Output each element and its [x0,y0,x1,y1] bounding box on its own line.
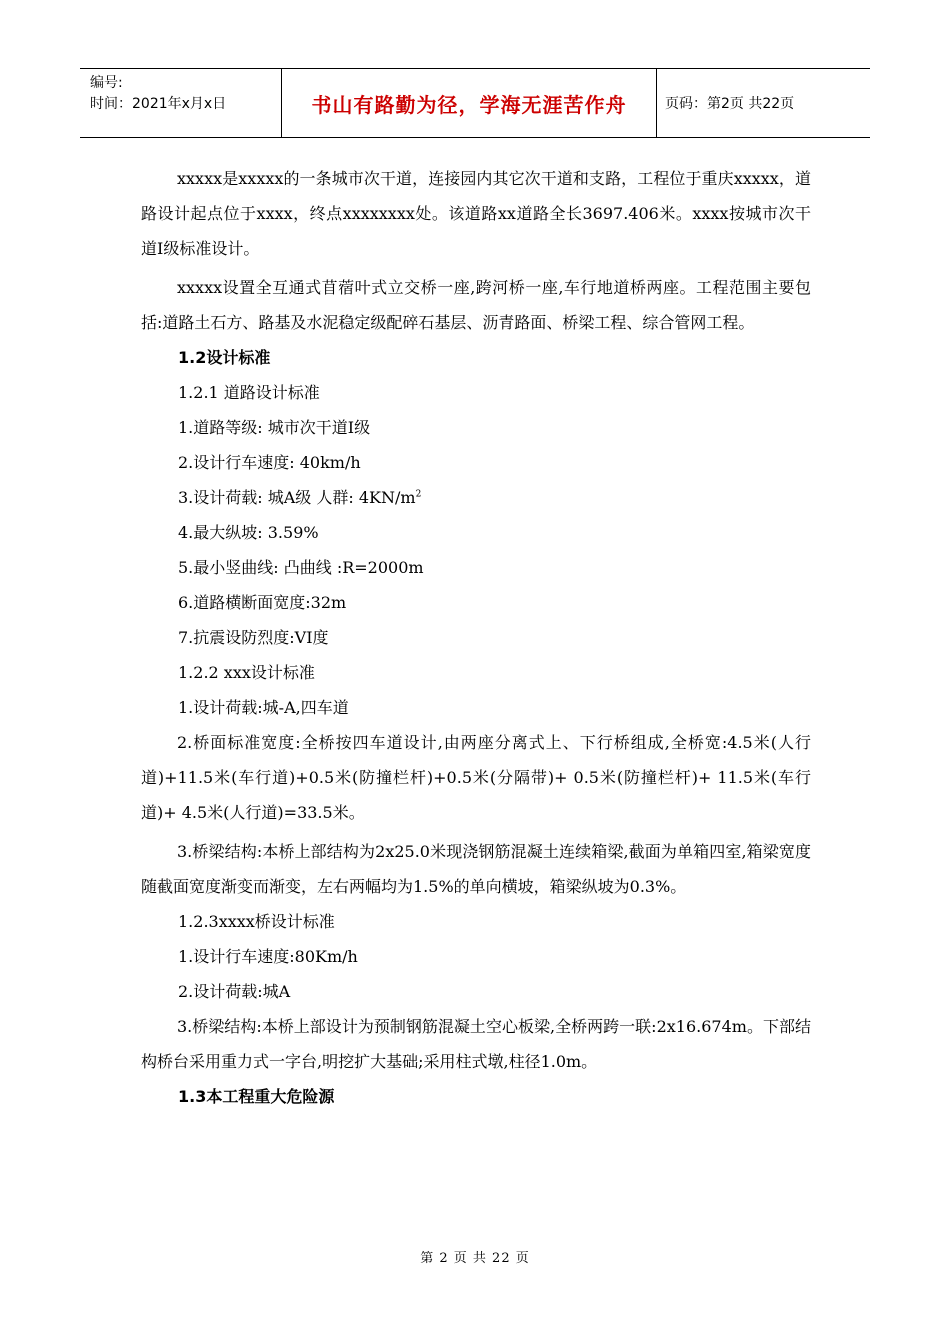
page-info-text: 页码：第2页 共22页 [665,96,795,112]
subsection-1-2-1: 1.2.1 道路设计标准 [178,383,320,402]
date-label: 时间：2021年x月x日 [90,96,227,112]
intro-paragraph: xxxxx是xxxxx的一条城市次干道，连接园内其它次干道和支路，工程位于重庆xxxxx，道路设计起点位于xxxx，终点xxxxxxxx处。该道路xx道路全长3697.406米。xxxx按城市次干道Ⅰ级标准设计。 [141,169,811,258]
document-body [141,161,811,1114]
road-standard-item: 7.抗震设防烈度:VI度 [178,628,329,647]
page-footer: 第 2 页 共 22 页 [420,1251,530,1266]
header-motto-cell [282,69,657,137]
subsection-1-2-2: 1.2.2 xxx设计标准 [178,663,315,682]
bridge2-standard-item: 1.设计行车速度:80Km/h [178,947,358,966]
serial-number-label: 编号: [90,75,123,91]
bridge2-structure-paragraph: 3.桥梁结构:本桥上部设计为预制钢筋混凝土空心板梁,全桥两跨一联:2x16.674m。下部结构桥台采用重力式一字台,明挖扩大基础;采用柱式墩,柱径1.0m。 [141,1017,811,1071]
road-standard-item: 4.最大纵坡: 3.59% [178,523,319,542]
header-page-info [657,69,870,137]
motto-text: 书山有路勤为径，学海无涯苦作舟 [311,92,627,117]
road-standard-item: 1.道路等级: 城市次干道Ⅰ级 [178,418,371,437]
superscript-exponent: 2 [415,489,422,500]
road-standard-item [141,480,811,515]
road-standard-item: 2.设计行车速度: 40km/h [178,453,361,472]
page-header [80,68,870,138]
bridge2-standard-item: 2.设计荷载:城A [178,982,291,1001]
bridge-standard-item: 1.设计荷载:城-A,四车道 [178,698,349,717]
scope-paragraph: xxxxx设置全互通式苜蓿叶式立交桥一座,跨河桥一座,车行地道桥两座。工程范围主要包括:道路土石方、路基及水泥稳定级配碎石基层、沥青路面、桥梁工程、综合管网工程。 [141,278,811,332]
road-load-text: 3.设计荷载: 城A级 人群: 4KN/m [178,488,416,507]
bridge-structure-paragraph: 3.桥梁结构:本桥上部结构为2x25.0米现浇钢筋混凝土连续箱梁,截面为单箱四室,箱梁宽度随截面宽度渐变而渐变，左右两幅均为1.5%的单向横坡，箱梁纵坡为0.3%。 [141,842,811,896]
road-standard-item: 6.道路横断面宽度:32m [178,593,347,612]
subsection-1-2-3: 1.2.3xxxx桥设计标准 [178,912,335,931]
section-heading-1-2: 1.2设计标准 [178,348,271,367]
bridge-width-paragraph: 2.桥面标准宽度:全桥按四车道设计,由两座分离式上、下行桥组成,全桥宽:4.5米(人行道)+11.5米(车行道)+0.5米(防撞栏杆)+0.5米(分隔带)+ 0.5米(防撞栏杆)+ 11.5米(车行道)+ 4.5米(人行道)=33.5米。 [141,733,811,822]
section-heading-1-3: 1.3本工程重大危险源 [178,1087,335,1106]
road-standard-item: 5.最小竖曲线: 凸曲线 :R=2000m [178,558,424,577]
header-meta [80,69,282,137]
